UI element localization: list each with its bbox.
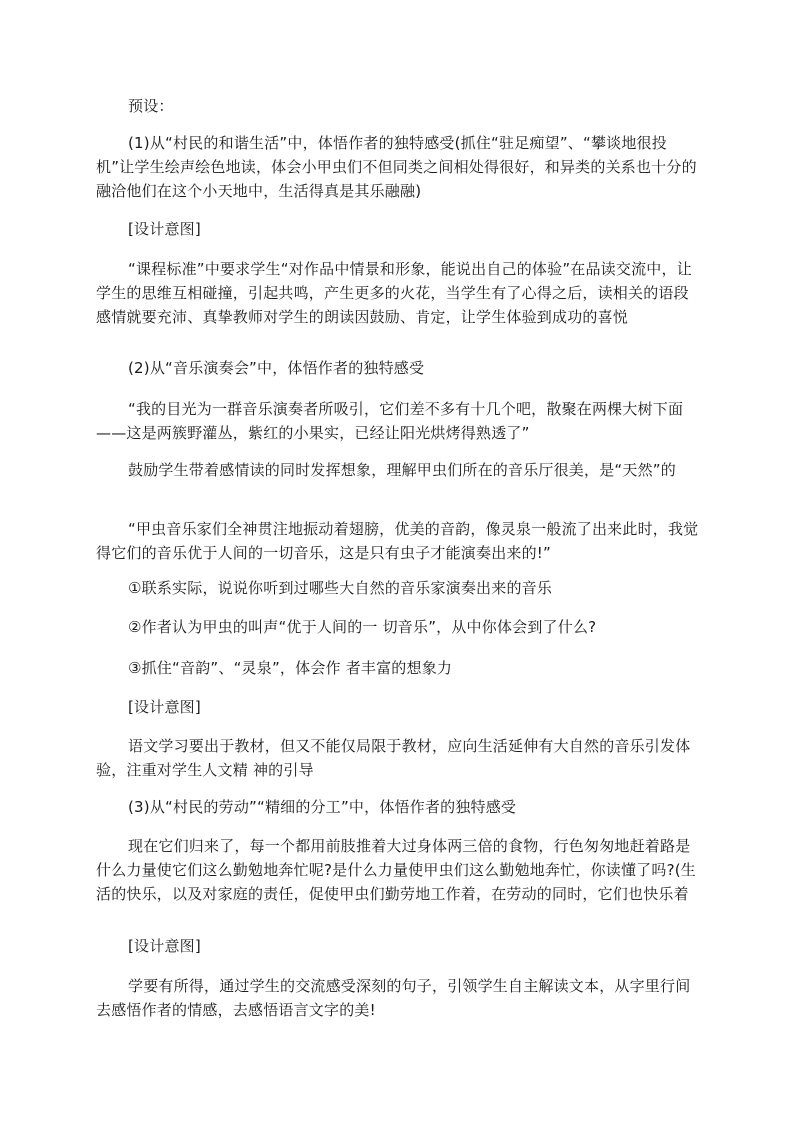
design-intent-label: [设计意图] [128, 937, 201, 955]
paragraph-village-life: (1)从“村民的和谐生活”中，体悟作者的独特感受(抓住“驻足痴望”、“攀谈地很投机”让学生绘声绘色地读，体会小甲虫们不但同类之间相处得很好，和异类的关系也十分的融洽他们在这个小天地中，生活得真是其乐融融) [96, 134, 697, 200]
quote-music-performers: “我的目光为一群音乐演奏者所吸引，它们差不多有十几个吧，散聚在两棵大树下面——这是两簇野灌丛，紫红的小果实，已经让阳光烘烤得熟透了” [96, 400, 684, 442]
quote-beetle-musicians: “甲虫音乐家们全神贯注地振动着翅膀，优美的音韵，像灵泉一般流了出来此时，我觉得它们的音乐优于人间的一切音乐，这是只有虫子才能演奏出来的!” [96, 520, 699, 562]
paragraph-curriculum-standard: “课程标准”中要求学生“对作品中情景和形象，能说出自己的体验”在品读交流中，让学生的思维互相碰撞，引起共鸣，产生更多的火花，当学生有了心得之后，读相关的语段感情就要充沛、真挚教师对学生的朗读因鼓励、肯定，让学生体验到成功的喜悦 [96, 260, 692, 326]
paragraph-encourage-imagination: 鼓励学生带着感情读的同时发挥想象，理解甲虫们所在的音乐厅很美，是“天然”的 [128, 461, 676, 479]
paragraph-music-concert: (2)从“音乐演奏会”中，体悟作者的独特感受 [128, 359, 425, 377]
paragraph-village-labor: (3)从“村民的劳动”“精细的分工”中，体悟作者的独特感受 [128, 798, 517, 816]
paragraph-language-learning: 语文学习要出于教材，但又不能仅局限于教材，应向生活延伸有大自然的音乐引发体验，注重对学生人文精 神的引导 [96, 737, 691, 779]
paragraph-learning-gains: 学要有所得，通过学生的交流感受深刻的句子，引领学生自主解读文本，从字里行间去感悟作者的情感，去感悟语言文字的美! [96, 977, 691, 1019]
question-1: ①联系实际，说说你听到过哪些大自然的音乐家演奏出来的音乐 [128, 579, 553, 597]
question-3: ③抓住“音韵”、“灵泉”，体会作 者丰富的想象力 [128, 659, 453, 677]
design-intent-label: [设计意图] [128, 220, 201, 238]
question-2: ②作者认为甲虫的叫声“优于人间的一 切音乐”，从中你体会到了什么? [128, 618, 597, 636]
design-intent-label: [设计意图] [128, 698, 201, 716]
heading-preset: 预设： [128, 97, 174, 115]
paragraph-beetles-return: 现在它们归来了，每一个都用前肢推着大过身体两三倍的食物，行色匆匆地赶着路是什么力量使它们这么勤勉地奔忙呢?是什么力量使甲虫们这么勤勉地奔忙，你读懂了吗?(生活的快乐，以及对家庭的责任，促使甲虫们勤劳地工作着，在劳动的同时，它们也快乐着 [96, 837, 696, 903]
